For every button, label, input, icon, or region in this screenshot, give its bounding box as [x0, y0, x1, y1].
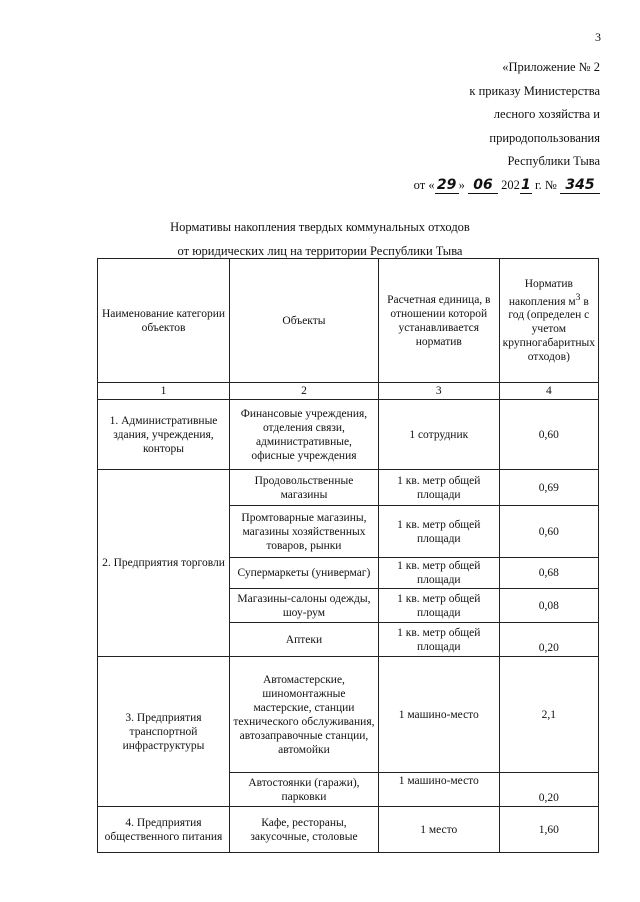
norm-cell: 0,20 [499, 623, 598, 657]
header-category: Наименование категории объектов [98, 259, 230, 383]
norm-cell: 0,08 [499, 589, 598, 623]
norms-table [97, 258, 599, 853]
object-cell: Промтоварные магазины, магазины хозяйственных товаров, рынки [229, 506, 378, 558]
date-prefix: от « [413, 177, 435, 192]
column-number: 3 [378, 383, 499, 400]
header-norm-sup: 3 [575, 291, 581, 303]
table-row [98, 470, 599, 506]
appendix-line: к приказу Министерства [469, 83, 600, 98]
header-objects: Объекты [229, 259, 378, 383]
category-cell: 3. Предприятия транспортной инфраструктуры [98, 657, 230, 807]
appendix-line: Республики Тыва [507, 154, 600, 168]
object-cell: Аптеки [229, 623, 378, 657]
column-number: 1 [98, 383, 230, 400]
column-number-row [98, 383, 599, 400]
category-cell: 4. Предприятия общественного питания [98, 807, 230, 853]
object-cell: Продовольственные магазины [229, 470, 378, 506]
page-number: 3 [595, 30, 601, 44]
handwritten-month: 06 [468, 177, 498, 194]
year-prefix: 202 [501, 177, 520, 192]
category-cell: 1. Административные здания, учреждения, конторы [98, 400, 230, 470]
category-cell: 2. Предприятия торговли [98, 470, 230, 657]
appendix-line: природопользования [489, 130, 600, 145]
header-unit: Расчетная единица, в отношении которой устанавливается норматив [378, 259, 499, 383]
appendix-line: лесного хозяйства и [493, 107, 600, 121]
column-number: 2 [229, 383, 378, 400]
object-cell: Магазины-салоны одежды, шоу-рум [229, 589, 378, 623]
norm-cell: 0,20 [499, 773, 598, 807]
appendix-line: «Приложение № 2 [502, 60, 600, 74]
header-norm-text: Норматив накопления м [508, 277, 576, 308]
unit-cell: 1 кв. метр общей площади [378, 623, 499, 657]
appendix-header [340, 56, 600, 197]
norm-cell: 0,60 [499, 506, 598, 558]
unit-cell: 1 машино-место [378, 657, 499, 773]
object-cell: Супермаркеты (универмаг) [229, 558, 378, 589]
handwritten-order-number: 345 [560, 177, 600, 194]
table-row [98, 400, 599, 470]
handwritten-day: 29 [435, 177, 459, 194]
unit-cell: 1 кв. метр общей площади [378, 506, 499, 558]
table-row [98, 657, 599, 773]
norm-cell: 0,68 [499, 558, 598, 589]
date-mid: » [458, 177, 465, 192]
order-date-line [340, 174, 600, 198]
table-row [98, 807, 599, 853]
unit-cell: 1 кв. метр общей площади [378, 470, 499, 506]
document-title [0, 215, 640, 263]
header-norm [499, 259, 598, 383]
norm-cell: 2,1 [499, 657, 598, 773]
unit-cell: 1 место [378, 807, 499, 853]
title-line-2: от юридических лиц на территории Республики Тыва [177, 244, 463, 258]
object-cell: Автостоянки (гаражи), парковки [229, 773, 378, 807]
table-header-row [98, 259, 599, 383]
year-suffix: г. № [534, 177, 557, 192]
unit-cell: 1 кв. метр общей площади [378, 558, 499, 589]
unit-cell: 1 машино-место [378, 773, 499, 807]
title-line-1: Нормативы накопления твердых коммунальных отходов [170, 220, 470, 234]
unit-cell: 1 кв. метр общей площади [378, 589, 499, 623]
column-number: 4 [499, 383, 598, 400]
norm-cell: 0,69 [499, 470, 598, 506]
object-cell: Финансовые учреждения, отделения связи, административные, офисные учреждения [229, 400, 378, 470]
object-cell: Кафе, рестораны, закусочные, столовые [229, 807, 378, 853]
norm-cell: 0,60 [499, 400, 598, 470]
handwritten-year-digit: 1 [520, 176, 531, 193]
header-norm-text-post: в год (определен с учетом крупногабаритных отходов) [502, 295, 595, 364]
unit-cell: 1 сотрудник [378, 400, 499, 470]
norm-cell: 1,60 [499, 807, 598, 853]
object-cell: Автомастерские, шиномонтажные мастерские, станции технического обслуживания, автозаправочные станции, автомойки [229, 657, 378, 773]
